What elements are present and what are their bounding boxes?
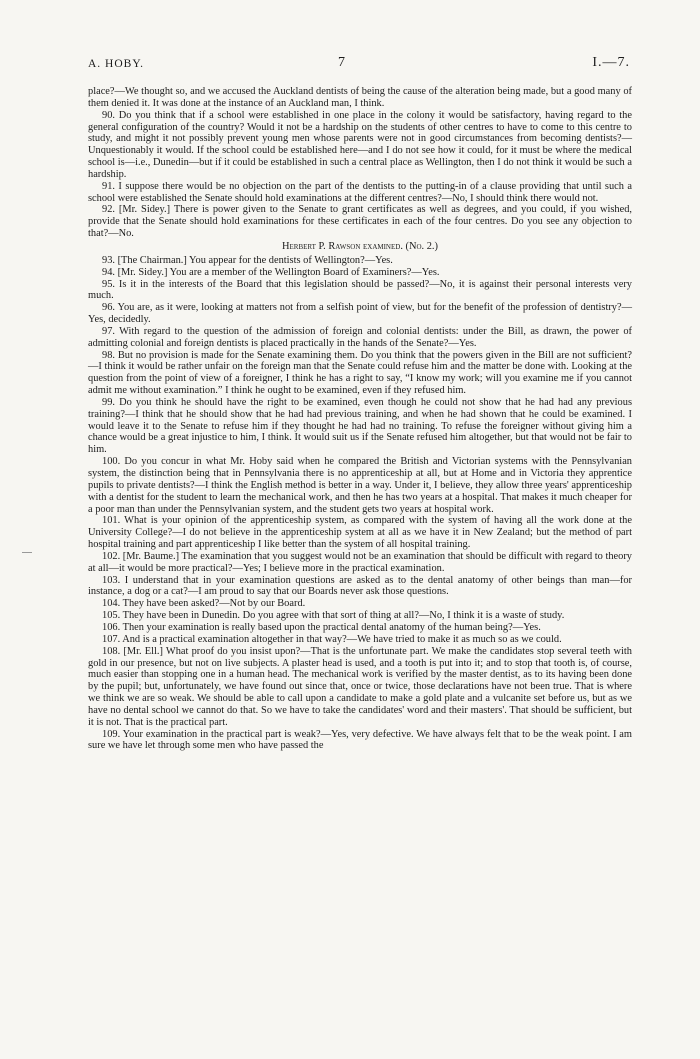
- paragraph: 103. I understand that in your examination questions are asked as to the dental anatomy of other beings than man—for instance, a dog or a cat?—I am proud to say that our Boards never ask those questions.: [88, 574, 632, 598]
- paragraph: 94. [Mr. Sidey.] You are a member of the Wellington Board of Examiners?—Yes.: [102, 266, 440, 278]
- page-number: 7: [338, 55, 346, 70]
- paragraph: 99. Do you think he should have the right to be examined, even though he could not show that he had had any previous training?—I think that he should show that he had had previous training, and when he had shown that he could be examined. I would leave it to the Senate to refuse him if they thought he had had no training. To refuse the foreigner without giving him a chance would be a great injustice to him, I think. It would suit us if the Senate refused him altogether, but that would not be fair to him.: [88, 396, 632, 456]
- witness-heading: Herbert P. Rawson examined. (No. 2.): [282, 240, 438, 252]
- paragraph: 91. I suppose there would be no objection on the part of the dentists to the putting-in of a clause providing that until such a school were established the Senate should hold examinations at the different centres?—No, I should think there would not.: [88, 180, 632, 204]
- paragraph: 107. And is a practical examination altogether in that way?—We have tried to make it as much so as we could.: [102, 633, 562, 645]
- header-author: A. HOBY.: [88, 58, 145, 70]
- document-reference: I.—7.: [592, 55, 630, 70]
- paragraph: place?—We thought so, and we accused the Auckland dentists of being the cause of the alteration being made, but a good many of them denied it. It was done at the instance of an Auckland man, I think.: [88, 86, 632, 109]
- paragraph: 108. [Mr. Ell.] What proof do you insist upon?—That is the unfortunate part. We make the candidates stop several teeth with gold in our presence, but not on live subjects. A plaster head is used, and a tooth is put into it; and to stop that tooth is, of course, much easier than stopping one in a human head. The mechanical work is verified by the master dentist, as to its having been done by the pupil; but, unfortunately, we have found out since that, once or twice, those declarations have not been true. That is where we think we are so weak. We should be able to call upon a candidate to make a gold plate and a vulcanite set before us, but as we have no dental school we cannot do that. So we have to take the candidates' word and their masters'. That should be sufficient, but it is not. That is the practical part.: [88, 645, 632, 728]
- paragraph: 93. [The Chairman.] You appear for the dentists of Wellington?—Yes.: [102, 254, 393, 266]
- paragraph: 100. Do you concur in what Mr. Hoby said when he compared the British and Victorian systems with the Pennsylvanian system, the distinction being that in Pennsylvania there is no apprenticeship at all, but at Home and in Victoria they apprentice pupils to private dentists?—I think the English method is better in a way. Under it, I believe, they allow three years' apprenticeship with a dentist for the student to learn the mechanical work, and then he has two years at a hospital. That makes it much cheaper for a poor man than under the Pennsylvanian system, and the student gets two years at hospital work.: [88, 456, 632, 515]
- paragraph: 102. [Mr. Baume.] The examination that you suggest would not be an examination that should be difficult with regard to theory at all—it would be more practical?—Yes; I believe more in the practical examination.: [88, 550, 632, 574]
- paragraph: 90. Do you think that if a school were established in one place in the colony it would be satisfactory, having regard to the general configuration of the country? Would it not be a hardship on the students of other centres to have to come to this centre to study, and might it not possibly prevent young men whose parents were not in good circumstances from becoming dentists?—Unquestionably it would. If the school could be established here—and I do not see how it could, for it must be where the medical school is—i.e., Dunedin—but if it could be established in such a central place as Wellington, then I do not think it would be such a hardship.: [88, 109, 632, 180]
- paragraph: 92. [Mr. Sidey.] There is power given to the Senate to grant certificates as well as degrees, and you could, if you wished, provide that the Senate should hold examinations for these certificates in each of the four centres. Do you see any objection to that?—No.: [88, 204, 632, 240]
- paragraph: 104. They have been asked?—Not by our Board.: [102, 598, 306, 610]
- paragraph: 106. Then your examination is really based upon the practical dental anatomy of the human being?—Yes.: [102, 621, 541, 633]
- paragraph: 105. They have been in Dunedin. Do you agree with that sort of thing at all?—No, I think it is a waste of study.: [102, 610, 565, 622]
- margin-mark: [22, 552, 32, 553]
- paragraph: 98. But no provision is made for the Senate examining them. Do you think that the powers given in the Bill are not sufficient?—I think it would be rather unfair on the foreign man that the Senate could refuse him and the matter be done with. Looking at the question from the point of view of a foreigner, I think he has a right to say, “I know my work; will you examine me if you cannot admit me without examination.” I think he ought to be examined, even if they refused him.: [88, 349, 632, 397]
- document-body: [88, 86, 632, 752]
- running-header: [88, 56, 630, 76]
- paragraph: 101. What is your opinion of the apprenticeship system, as compared with the system of having all the work done at the University College?—I do not believe in the apprenticeship system at all as we have it in New Zealand; but the method of part hospital training and part apprenticeship I like better than the system of all hospital training.: [88, 515, 632, 551]
- paragraph: 97. With regard to the question of the admission of foreign and colonial dentists: under the Bill, as drawn, the power of admitting colonial and foreign dentists is placed practically in the hands of the Senate?—Yes.: [88, 325, 632, 349]
- paragraph: 109. Your examination in the practical part is weak?—Yes, very defective. We have always felt that to be the weak point. I am sure we have let through some men who have passed the: [88, 728, 632, 752]
- paragraph: 95. Is it in the interests of the Board that this legislation should be passed?—No, it is against their personal interests very much.: [88, 278, 632, 302]
- paragraph: 96. You are, as it were, looking at matters not from a selfish point of view, but for the benefit of the profession of dentistry?—Yes, decidedly.: [88, 302, 632, 326]
